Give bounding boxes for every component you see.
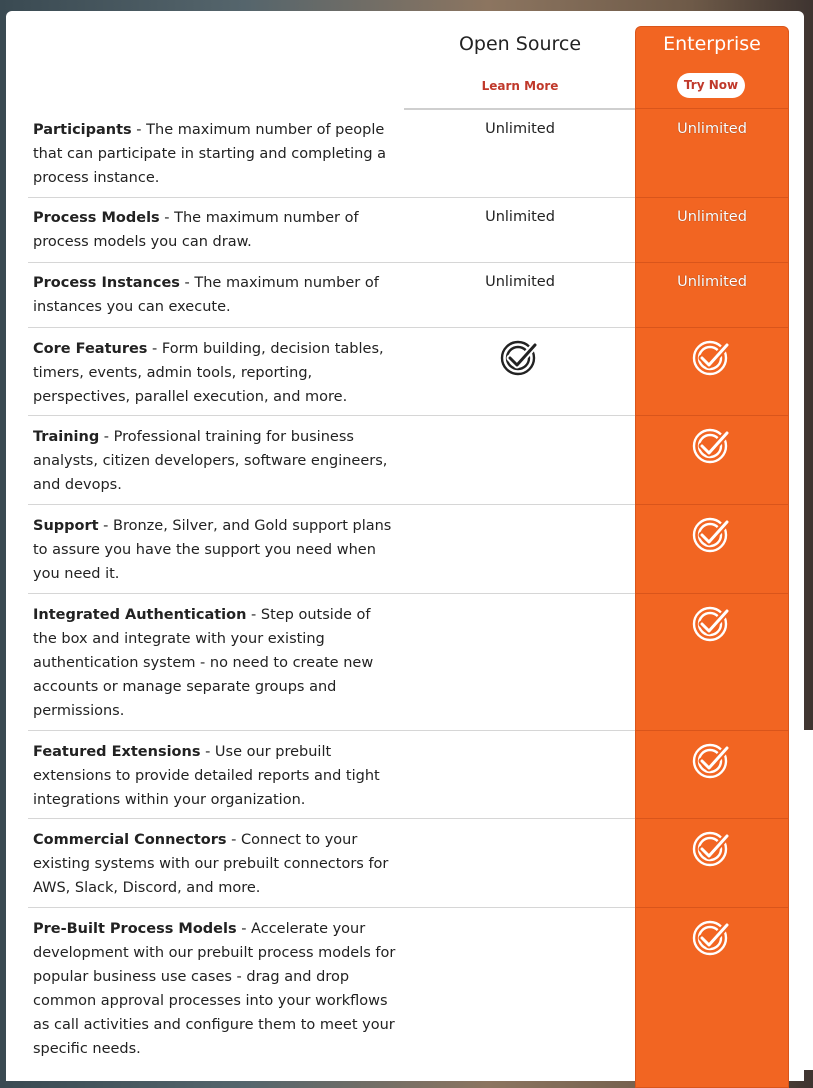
feature-commercial-connectors: [33, 828, 398, 900]
feature-desc: - Connect to your existing systems with our prebuilt connectors for AWS, Slack, Discord, and more.: [33, 832, 389, 896]
feature-desc: - Step outside of the box and integrate with your existing authentication system - no need to create new accounts or manage separate groups and permissions.: [33, 607, 374, 719]
feature-desc: - Accelerate your development with our prebuilt process models for popular business use cases - drag and drop common approval processes into your workflows as call activities and configure them to meet your specific needs.: [33, 921, 396, 1057]
feature-pre-built-process-models: [33, 917, 398, 1061]
row-divider: [28, 197, 635, 198]
feature-desc: - Professional training for business analysts, citizen developers, software engineers, and devops.: [33, 429, 388, 493]
check-circle-icon: [692, 426, 732, 466]
enterprise-row-divider: [635, 504, 789, 505]
check-circle-icon: [692, 918, 732, 958]
enterprise-value: Unlimited: [677, 121, 747, 137]
feature-desc: - Use our prebuilt extensions to provide detailed reports and tight integrations within your organization.: [33, 744, 380, 808]
feature-integrated-authentication: [33, 603, 398, 723]
open-source-value: Unlimited: [485, 274, 555, 290]
check-circle-icon: [692, 829, 732, 869]
feature-name: Pre-Built Process Models: [33, 921, 237, 937]
feature-name: Commercial Connectors: [33, 832, 227, 848]
check-circle-icon: [692, 338, 732, 378]
enterprise-row-divider: [635, 818, 789, 819]
row-divider: [28, 818, 635, 819]
feature-name: Participants: [33, 122, 132, 138]
row-divider: [28, 415, 635, 416]
enterprise-row-divider: [635, 593, 789, 594]
feature-name: Core Features: [33, 341, 148, 357]
enterprise-row-divider: [635, 197, 789, 198]
open-source-title: Open Source: [458, 33, 582, 55]
feature-training: [33, 425, 398, 497]
check-circle-icon: [692, 515, 732, 555]
try-now-button[interactable]: Try Now: [677, 73, 745, 98]
enterprise-row-divider: [635, 907, 789, 908]
enterprise-row-divider: [635, 108, 789, 109]
enterprise-value: Unlimited: [677, 209, 747, 225]
check-circle-icon: [692, 604, 732, 644]
enterprise-value: Unlimited: [677, 274, 747, 290]
check-circle-icon: [692, 741, 732, 781]
feature-name: Process Instances: [33, 275, 180, 291]
enterprise-row-divider: [635, 262, 789, 263]
feature-desc: - The maximum number of instances you can execute.: [33, 275, 379, 315]
feature-name: Process Models: [33, 210, 160, 226]
feature-support: [33, 514, 398, 586]
enterprise-row-divider: [635, 327, 789, 328]
header-divider: [404, 108, 635, 110]
open-source-value: Unlimited: [485, 121, 555, 137]
feature-desc: - The maximum number of people that can participate in starting and completing a process instance.: [33, 122, 387, 186]
row-divider: [28, 593, 635, 594]
feature-name: Training: [33, 429, 100, 445]
row-divider: [28, 262, 635, 263]
feature-featured-extensions: [33, 740, 398, 812]
enterprise-row-divider: [635, 415, 789, 416]
check-circle-icon: [500, 338, 540, 378]
row-divider: [28, 327, 635, 328]
feature-process-models: [33, 206, 398, 254]
feature-process-instances: [33, 271, 398, 319]
feature-desc: - Form building, decision tables, timers, events, admin tools, reporting, perspectives, parallel execution, and more.: [33, 341, 384, 405]
row-divider: [28, 907, 635, 908]
enterprise-title: Enterprise: [663, 33, 761, 55]
row-divider: [28, 504, 635, 505]
feature-name: Integrated Authentication: [33, 607, 247, 623]
feature-desc: - The maximum number of process models you can draw.: [33, 210, 359, 250]
enterprise-row-divider: [635, 730, 789, 731]
feature-core-features: [33, 337, 398, 409]
feature-name: Support: [33, 518, 99, 534]
feature-participants: [33, 118, 398, 190]
row-divider: [28, 730, 635, 731]
open-source-value: Unlimited: [485, 209, 555, 225]
comparison-panel: [6, 11, 804, 1081]
learn-more-link[interactable]: Learn More: [481, 79, 559, 93]
feature-name: Featured Extensions: [33, 744, 201, 760]
feature-desc: - Bronze, Silver, and Gold support plans to assure you have the support you need when you need it.: [33, 518, 392, 582]
